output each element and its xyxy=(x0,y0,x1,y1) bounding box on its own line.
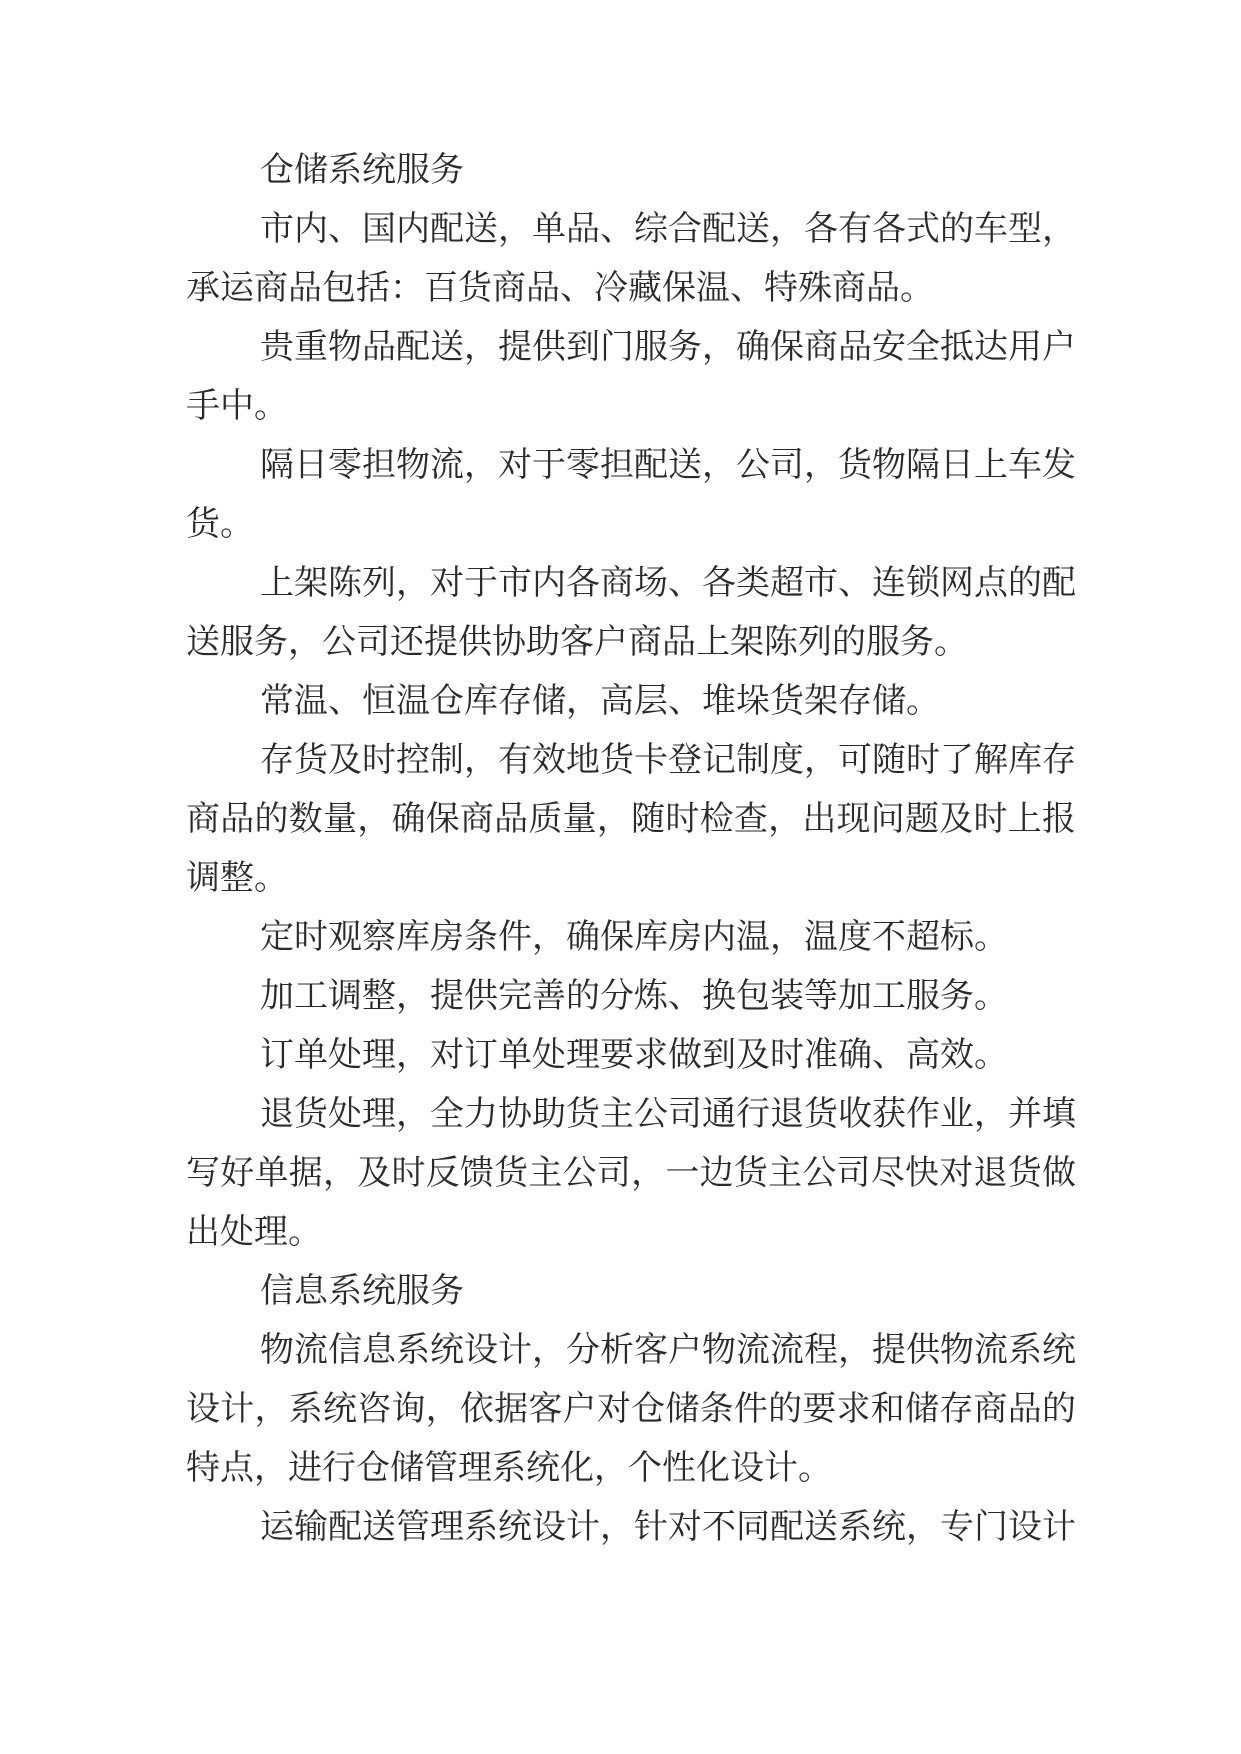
text-line: 退货处理，全力协助货主公司通行退货收获作业，并填 xyxy=(260,1096,1076,1133)
text-line: 手中。 xyxy=(186,388,288,425)
text-line: 送服务，公司还提供协助客户商品上架陈列的服务。 xyxy=(186,624,968,661)
text-line: 信息系统服务 xyxy=(260,1273,464,1310)
text-line: 加工调整，提供完善的分炼、换包装等加工服务。 xyxy=(260,978,1008,1015)
paragraph xyxy=(186,436,1076,554)
paragraph-heading xyxy=(186,1262,1076,1321)
text-line: 市内、国内配送，单品、综合配送，各有各式的车型， xyxy=(260,211,1076,248)
paragraph xyxy=(186,554,1076,672)
paragraph xyxy=(186,1085,1076,1262)
paragraph xyxy=(186,1498,1076,1557)
document-body xyxy=(186,141,1076,1557)
text-line: 存货及时控制，有效地货卡登记制度，可随时了解库存 xyxy=(260,742,1076,779)
text-line: 写好单据，及时反馈货主公司，一边货主公司尽快对退货做 xyxy=(186,1155,1076,1192)
text-line: 设计，系统咨询，依据客户对仓储条件的要求和储存商品的 xyxy=(186,1391,1076,1428)
text-line: 定时观察库房条件，确保库房内温，温度不超标。 xyxy=(260,919,1008,956)
paragraph xyxy=(186,1026,1076,1085)
text-line: 常温、恒温仓库存储，高层、堆垛货架存储。 xyxy=(260,683,940,720)
paragraph xyxy=(186,1321,1076,1498)
text-line: 调整。 xyxy=(186,860,288,897)
paragraph xyxy=(186,318,1076,436)
paragraph xyxy=(186,672,1076,731)
text-line: 出处理。 xyxy=(186,1214,322,1251)
text-line: 特点，进行仓储管理系统化，个性化设计。 xyxy=(186,1450,832,1487)
paragraph-heading xyxy=(186,141,1076,200)
text-line: 订单处理，对订单处理要求做到及时准确、高效。 xyxy=(260,1037,1008,1074)
text-line: 承运商品包括：百货商品、冷藏保温、特殊商品。 xyxy=(186,270,934,307)
text-line: 物流信息系统设计，分析客户物流流程，提供物流系统 xyxy=(260,1332,1076,1369)
paragraph xyxy=(186,967,1076,1026)
paragraph xyxy=(186,200,1076,318)
text-line: 货。 xyxy=(186,506,254,543)
text-line: 上架陈列，对于市内各商场、各类超市、连锁网点的配 xyxy=(260,565,1076,602)
paragraph xyxy=(186,908,1076,967)
text-line: 仓储系统服务 xyxy=(260,152,464,189)
text-line: 运输配送管理系统设计，针对不同配送系统，专门设计 xyxy=(260,1509,1076,1546)
text-line: 隔日零担物流，对于零担配送，公司，货物隔日上车发 xyxy=(260,447,1076,484)
text-line: 贵重物品配送，提供到门服务，确保商品安全抵达用户 xyxy=(260,329,1076,366)
paragraph xyxy=(186,731,1076,908)
text-line: 商品的数量，确保商品质量，随时检查，出现问题及时上报 xyxy=(186,801,1076,838)
